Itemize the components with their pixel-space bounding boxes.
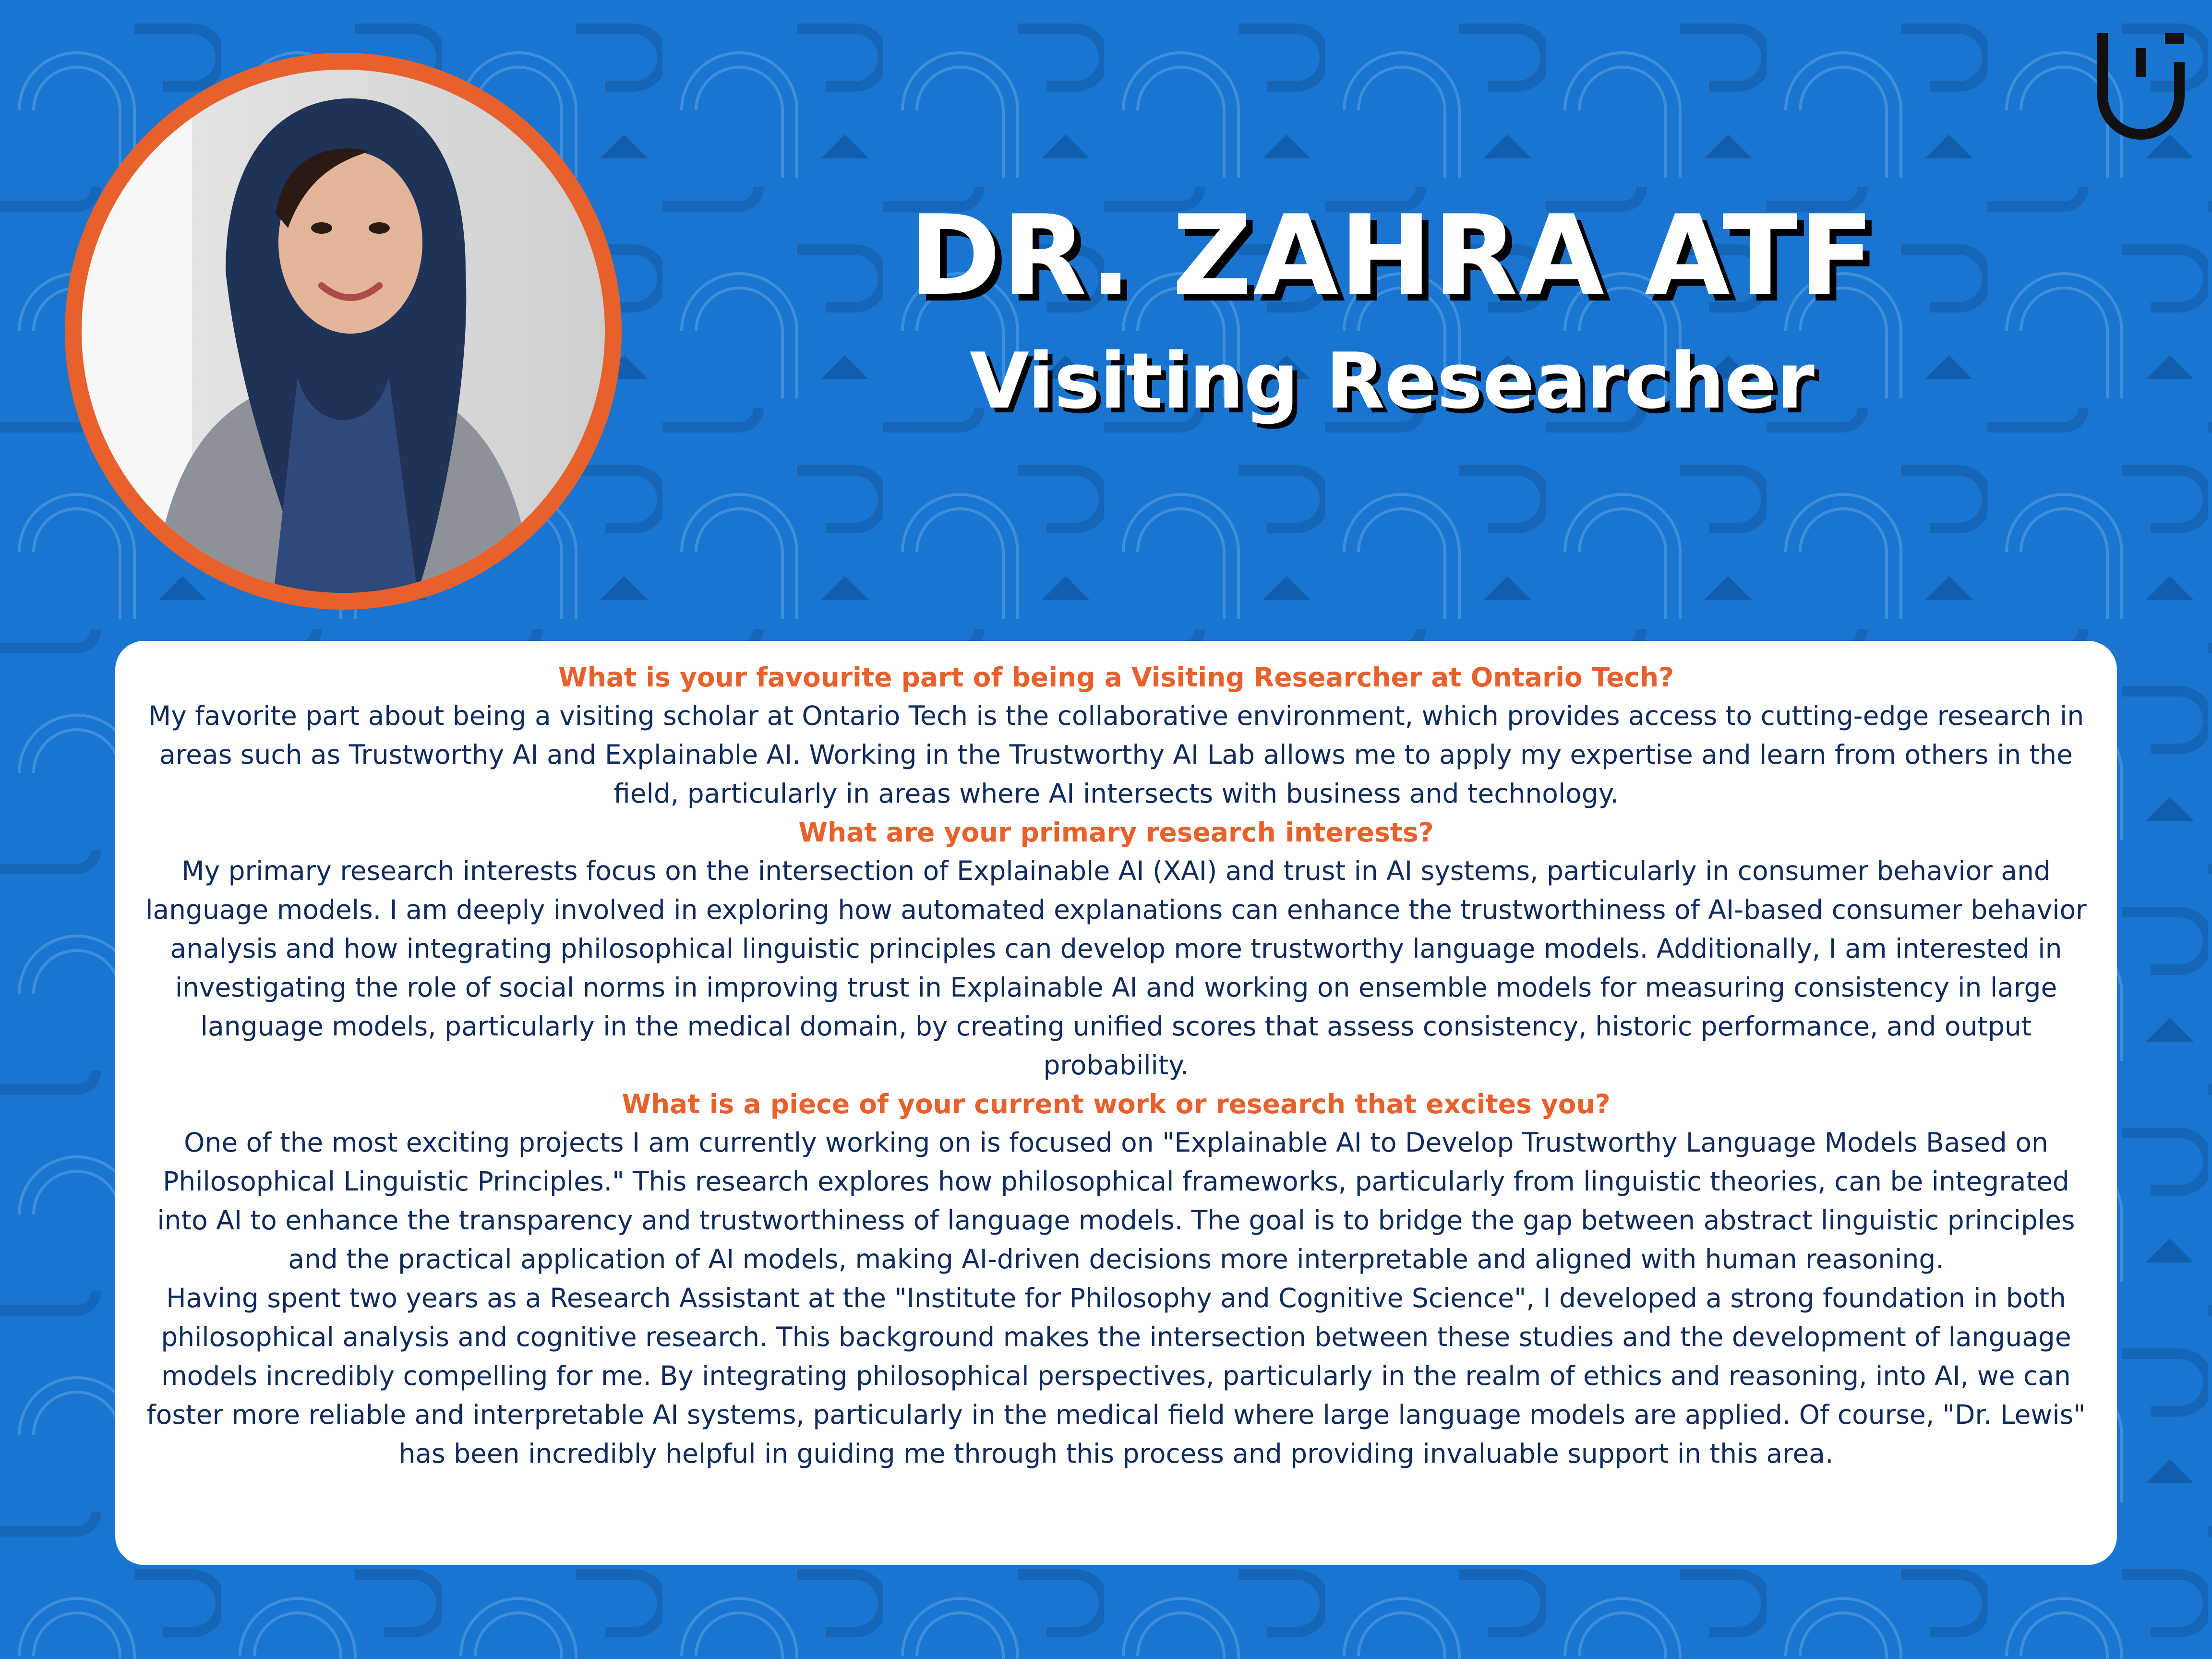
person-role: Visiting Researcher (970, 336, 1815, 426)
question-2: What are your primary research interests? (798, 817, 1434, 848)
profile-photo (82, 70, 605, 593)
answer-2: My primary research interests focus on the intersection of Explainable AI (XAI) and trust in AI systems, particularly in consumer behavior and language models. I am deeply involved in exploring how automated explanations can enhance the trustworthiness of AI-based consumer behavior analysis and how integrating philosophical linguistic principles can develop more trustworthy language models. Additionally, I am interested in investigating the role of social norms in improving trust in Explainable AI and working on ensemble models for measuring consistency in large language models, particularly in the medical domain, by creating unified scores that assess consistency, historic performance, and output probability. (145, 855, 2087, 1081)
answer-1: My favorite part about being a visiting scholar at Ontario Tech is the collaborative environment, which provides access to cutting-edge research in areas such as Trustworthy AI and Explainable AI. Working in the Trustworthy AI Lab allows me to apply my expertise and learn from others in the field, particularly in areas where AI intersects with business and technology. (148, 700, 2084, 809)
interview-card (115, 641, 2117, 1565)
closing-paragraph: Having spent two years as a Research Assistant at the "Institute for Philosophy and Cognitive Science", I developed a strong foundation in both philosophical analysis and cognitive research. This background makes the intersection between these studies and the development of language models incredibly compelling for me. By integrating philosophical perspectives, particularly in the realm of ethics and reasoning, into AI, we can foster more reliable and interpretable AI systems, particularly in the medical field where large language models are applied. Of course, "Dr. Lewis" has been incredibly helpful in guiding me through this process and providing invaluable support in this area. (146, 1283, 2086, 1469)
person-name: DR. ZAHRA ATF (909, 192, 1875, 320)
question-3: What is a piece of your current work or research that excites you? (622, 1089, 1611, 1119)
question-1: What is your favourite part of being a Visiting Researcher at Ontario Tech? (558, 662, 1674, 693)
answer-3: One of the most exciting projects I am currently working on is focused on "Explainable AI to Develop Trustworthy Language Models Based on Philosophical Linguistic Principles." This research explores how philosophical frameworks, particularly from linguistic theories, can be integrated into AI to enhance the transparency and trustworthiness of language models. The goal is to bridge the gap between abstract linguistic principles and the practical application of AI models, making AI-driven decisions more interpretable and aligned with human reasoning. (157, 1127, 2075, 1274)
ontario-tech-logo (2093, 29, 2189, 144)
